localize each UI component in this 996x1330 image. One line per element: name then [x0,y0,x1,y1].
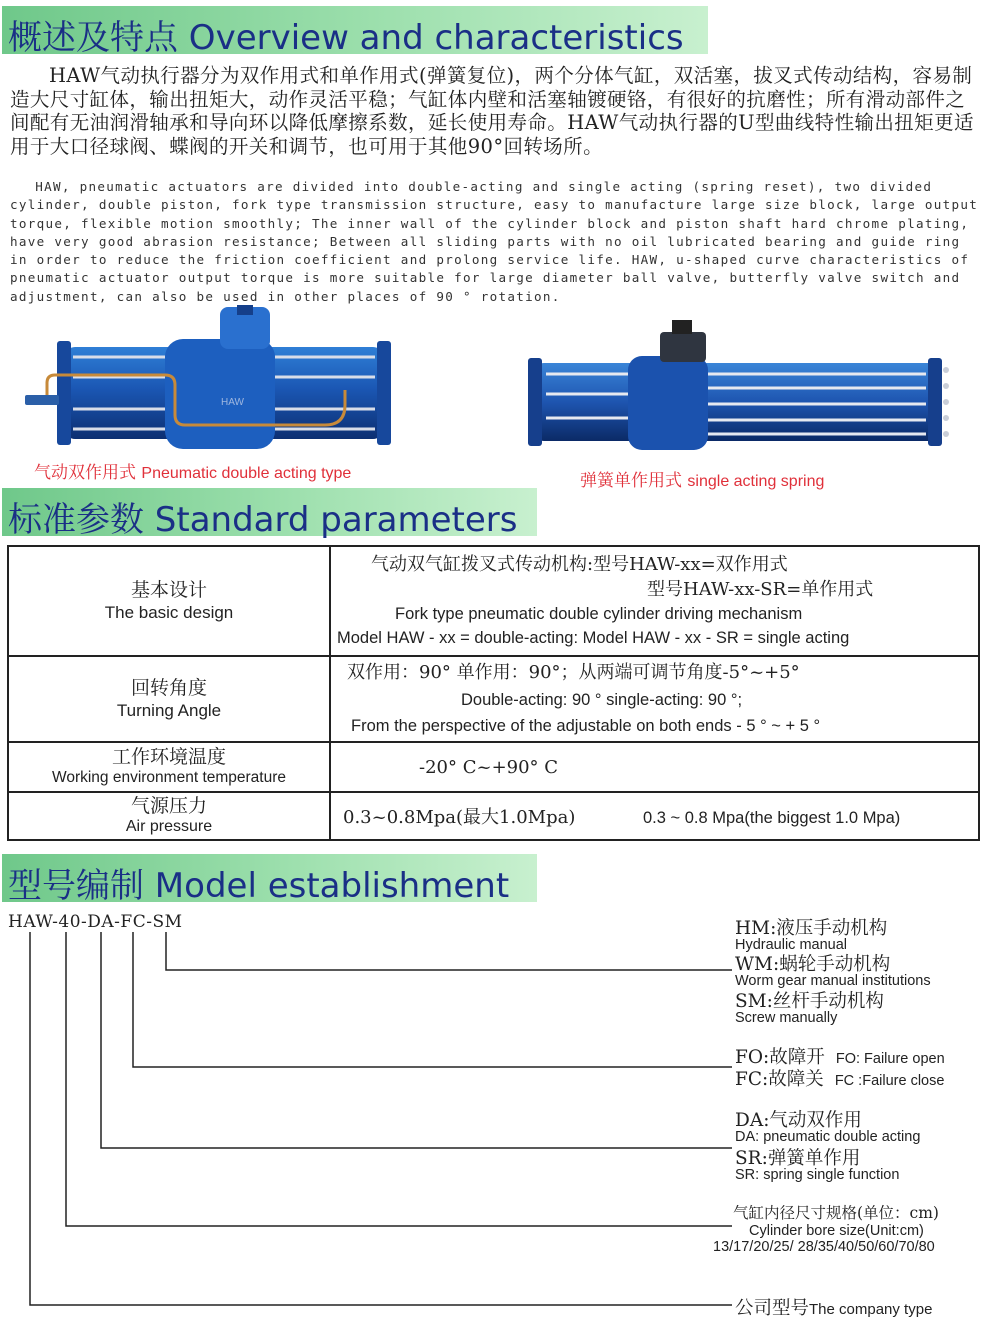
section-title: 标准参数 Standard parameters [8,500,518,540]
bore-size-list: 13/17/20/25/ 28/35/40/50/60/70/80 [713,1239,935,1255]
double-acting-caption-cn: 气动双作用式 [34,463,136,483]
param-label-en: Working environment temperature [51,769,287,786]
nameplate-text: HAW [221,397,244,408]
single-acting-caption-cn: 弹簧单作用式 [580,471,682,491]
param-value-line: From the perspective of the adjustable on both ends - 5 ° ~ + 5 ° [351,717,821,735]
manual-option-cn: HM:液压手动机构 [735,918,888,939]
manual-option-cn: SM:丝杆手动机构 [735,991,884,1012]
bore-size-cn: 气缸内径尺寸规格(单位：cm) [733,1204,939,1222]
manual-option-en: Hydraulic manual [735,937,848,953]
company-type [735,1294,932,1320]
action-option-da [735,1106,920,1145]
manual-option-en: Screw manually [735,1010,838,1026]
action-option-sr [735,1144,899,1183]
failure-option-en: FO: Failure open [835,1051,945,1067]
param-label-cn: 工作环境温度 [111,746,226,768]
param-label-cn: 回转角度 [130,677,207,699]
double-acting-caption-en: Pneumatic double acting type [141,465,352,482]
param-value-line: 双作用：90° 单作用：90°；从两端可调节角度-5°~+5° [347,662,800,683]
param-value-line: 气动双气缸拨叉式传动机构:型号HAW-xx=双作用式 [371,554,788,575]
param-label-en: Turning Angle [116,701,222,720]
failure-option-en: FC :Failure close [834,1073,945,1089]
action-option-cn: DA:气动双作用 [735,1110,862,1131]
single-acting-caption-en: single acting spring [687,473,825,490]
param-value-line: 型号HAW-xx-SR=单作用式 [647,579,874,600]
manual-option-wm [735,950,931,989]
param-label-cn: 基本设计 [130,579,207,601]
param-value-line: Fork type pneumatic double cylinder driving mechanism [395,605,803,623]
section-title: 概述及特点 Overview and characteristics [8,18,684,58]
failure-option-cn: FC:故障关 [735,1069,824,1090]
param-label-cn: 气源压力 [130,795,207,817]
manual-option-en: Worm gear manual institutions [735,973,931,989]
action-option-en: SR: spring single function [735,1167,900,1183]
param-value-line: Model HAW - xx = double-acting: Model HAW - xx - SR = single acting [337,629,850,647]
failure-option-fc [735,1065,944,1091]
bore-size-block [713,1201,939,1255]
action-option-cn: SR:弹簧单作用 [735,1148,861,1169]
overview-english-text: HAW, pneumatic actuators are divided into double-acting and single acting (spring reset), two divided cylinder, double piston, fork type transmission structure, easy to manufacture large size block, large output torque, flexible motion smoothly; The inner wall of the cylinder block and piston shaft hard chrome plating, have very good abrasion resistance; Between all sliding parts with no oil lubricated bearing and guide ring in order to reduce the friction coefficient and prolong service life. HAW, u-shaped curve characteristics of pneumatic actuator output torque is more suitable for large diameter ball valve, butterfly valve switch and adjustment, can also be used in other places of 90 ° rotation. [10,179,979,304]
param-value-line: -20° C~+90° C [419,756,559,778]
param-value-line: 0.3~0.8Mpa(最大1.0Mpa) [343,807,576,828]
company-type-en: The company type [809,1301,933,1318]
manual-option-hm [735,914,887,953]
param-value-line: 0.3 ~ 0.8 Mpa(the biggest 1.0 Mpa) [643,809,901,827]
action-option-en: DA: pneumatic double acting [735,1129,921,1145]
manual-option-sm [735,987,884,1026]
param-value-line: Double-acting: 90 ° single-acting: 90 °; [461,691,743,709]
model-code: HAW-40-DA-FC-SM [8,912,183,932]
section-title: 型号编制 Model establishment [8,866,510,906]
manual-option-cn: WM:蜗轮手动机构 [735,954,891,975]
overview-chinese-text: HAW气动执行器分为双作用式和单作用式(弹簧复位)，两个分体气缸，双活塞，拔叉式传动结构，容易制造大尺寸缸体，输出扭矩大，动作灵活平稳；气缸体内壁和活塞轴镀硬铬，有很好的抗磨性；所有滑动部件之间配有无油润滑轴承和导向环以降低摩擦系数，延长使用寿命。HAW气动执行器的U型曲线特性输出扭矩更适用于大口径球阀、蝶阀的开关和调节，也可用于其他90°回转场所。 [10,64,974,158]
param-label-en: Air pressure [125,818,213,835]
failure-option-cn: FO:故障开 [735,1047,825,1068]
bore-size-en: Cylinder bore size(Unit:cm) [749,1223,924,1239]
company-type-cn: 公司型号 [735,1298,810,1319]
param-label-en: The basic design [104,603,234,622]
